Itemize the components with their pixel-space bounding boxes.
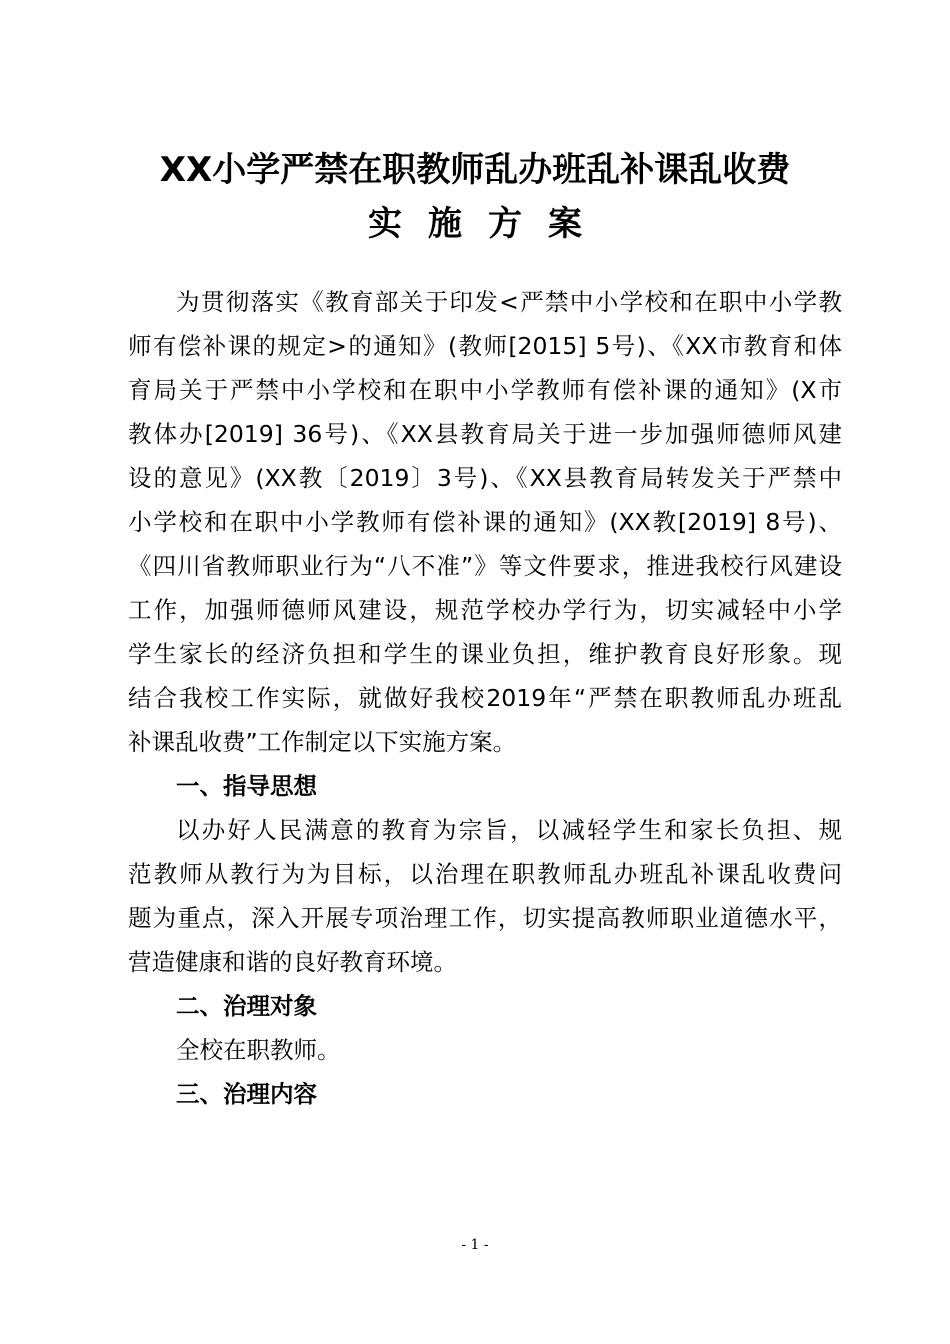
intro-line: 学生家长的经济负担和学生的课业负担，维护教育良好形象。现 (128, 640, 842, 668)
intro-line: 工作，加强师德师风建设，规范学校办学行为，切实减轻中小学 (128, 596, 842, 624)
section1-line: 题为重点，深入开展专项治理工作，切实提高教师职业道德水平， (128, 904, 842, 932)
document-title: XX小学严禁在职教师乱办班乱补课乱收费 (159, 150, 791, 190)
section1-line: 以办好人民满意的教育为宗旨，以减轻学生和家长负担、规 (176, 816, 842, 844)
intro-line: 《四川省教师职业行为“八不准”》等文件要求，推进我校行风建设 (128, 552, 842, 580)
intro-line: 设的意见》(XX教〔2019〕3号)、《XX县教育局转发关于严禁中 (128, 464, 842, 492)
page-number: - 1 - (461, 1237, 489, 1253)
intro-line: 育局关于严禁中小学校和在职中小学教师有偿补课的通知》(X市 (128, 376, 842, 404)
section-heading-content: 三、治理内容 (176, 1080, 317, 1108)
intro-line: 补课乱收费”工作制定以下实施方案。 (128, 728, 517, 756)
section2-text: 全校在职教师。 (176, 1036, 341, 1064)
document-subtitle: 实施方案 (368, 204, 608, 244)
intro-line: 为贯彻落实《教育部关于印发<严禁中小学校和在职中小学教 (176, 288, 842, 316)
document-body (128, 280, 842, 1116)
intro-line: 结合我校工作实际，就做好我校2019年“严禁在职教师乱办班乱 (128, 684, 842, 712)
intro-line: 师有偿补课的规定>的通知》(教师[2015] 5号)、《XX市教育和体 (128, 332, 842, 360)
section-heading-guiding-thought: 一、指导思想 (176, 772, 317, 800)
section1-line: 营造健康和谐的良好教育环境。 (128, 948, 457, 976)
section-heading-targets: 二、治理对象 (176, 992, 317, 1020)
intro-line: 小学校和在职中小学教师有偿补课的通知》(XX教[2019] 8号)、 (128, 508, 842, 536)
section1-line: 范教师从教行为为目标，以治理在职教师乱办班乱补课乱收费问 (128, 860, 842, 888)
intro-line: 教体办[2019] 36号)、《XX县教育局关于进一步加强师德师风建 (128, 420, 842, 448)
